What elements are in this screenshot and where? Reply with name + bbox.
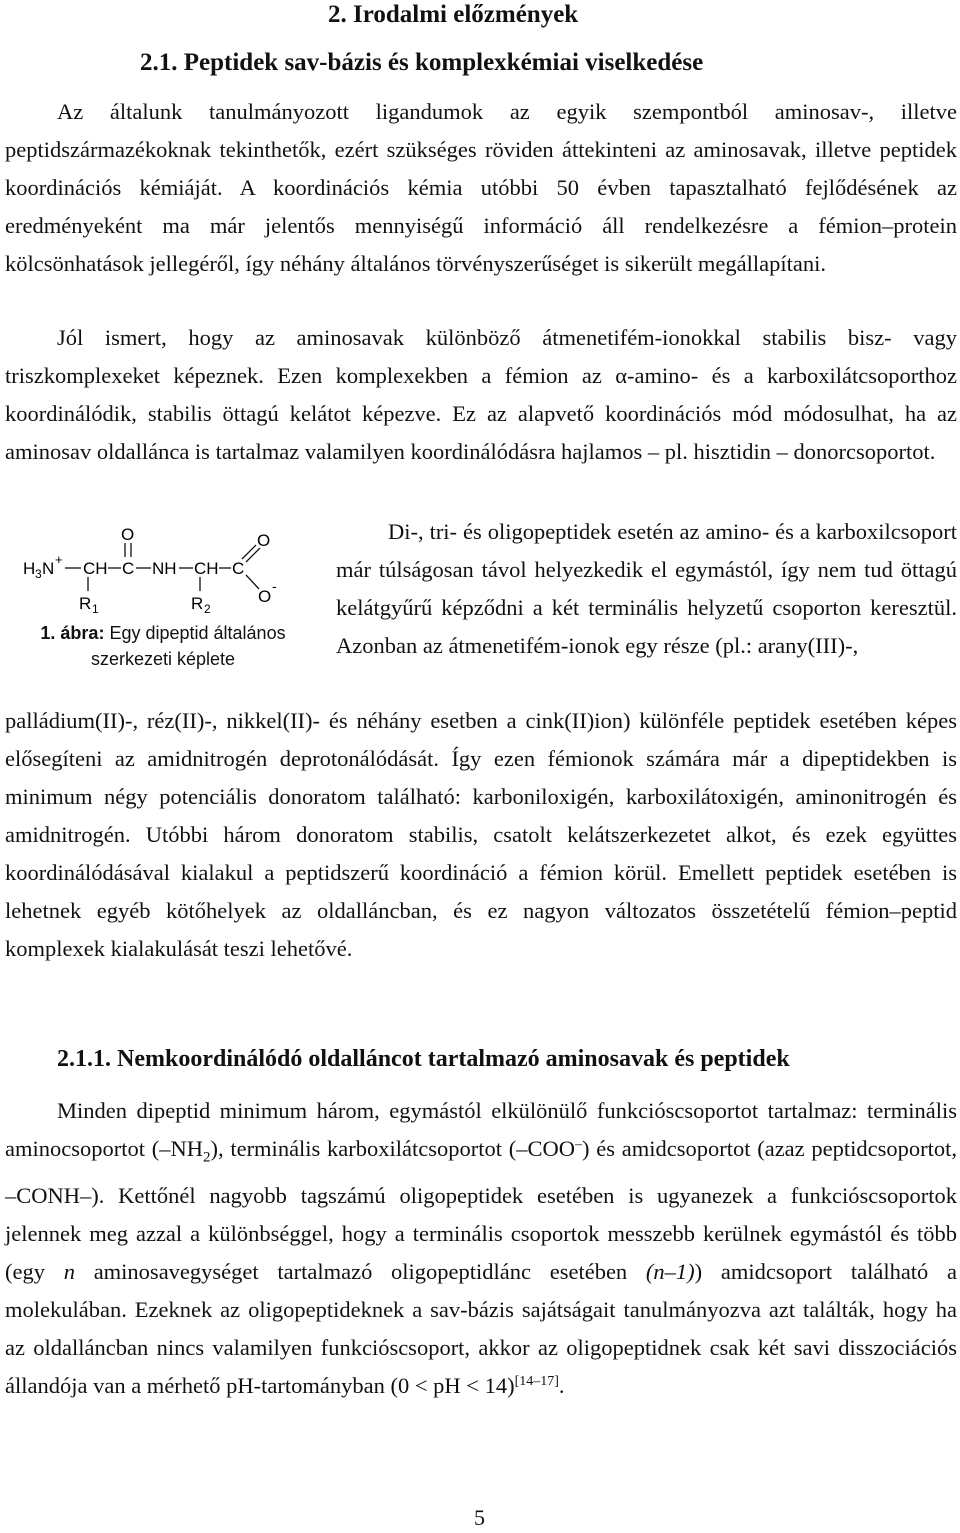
text-run: ) és amidcsoportot (azaz peptidcsoportot, –CONH–). Kettőnél nagyobb tagszámú oligopeptidek esetében is ugyanezek a funkcióscsoportok jelennek meg azzal a különbséggel, hogy a terminális csoportok messzebb kerülnek egymástól és több (egy	[5, 1136, 957, 1284]
text-run: aminosavegységet tartalmazó oligopeptidlánc esetében	[74, 1258, 646, 1284]
figure-caption-label: 1. ábra:	[40, 623, 105, 643]
sidechain-r1: R	[79, 594, 92, 613]
paragraph-dipeptides	[5, 1092, 957, 1405]
paragraph-peptides-wrapped: Di-, tri- és oligopeptidek esetén az amino- és a karboxilcsoport már túlságosan távol helyezkedik el egymástól, így nem tud öttagú kelátgyűrű képződni a két terminális helyzetű csoporton keresztül. Azonban az átmenetifém-ionok egy része (pl.: arany(III)-,	[336, 519, 957, 658]
charge-minus: -	[272, 578, 277, 594]
atom-c-carboxyl: C	[232, 559, 245, 578]
figure-caption	[8, 620, 318, 672]
atom-n: N	[42, 559, 55, 578]
atom-h: H	[23, 559, 36, 578]
page-number: 5	[474, 1505, 485, 1530]
subscript-2: 2	[202, 1149, 211, 1166]
dipeptide-structure-diagram	[5, 517, 325, 627]
italic-n-minus-1: (n–1)	[645, 1258, 695, 1284]
atom-c-carbonyl: C	[122, 559, 135, 578]
section-heading: 2.1. Peptidek sav-bázis és komplexkémiai viselkedése	[140, 49, 704, 76]
sidechain-r2: R	[191, 594, 204, 613]
atom-ch-1: CH	[83, 559, 108, 578]
atom-nh: NH	[152, 559, 177, 578]
chapter-heading: 2. Irodalmi előzmények	[328, 1, 579, 28]
paragraph-peptides-continued: palládium(II)-, réz(II)-, nikkel(II)- és néhány esetben a cink(II)ion) különféle peptidek esetében képes elősegíteni az amidnitrogén deprotonálódását. Így ezen fémionok számára már a dipeptidekben is minimum négy potenciális donoratom található: karboniloxigén, karboxilátoxigén, aminonitrogén és amidnitrogén. Utóbbi három donoratom stabilis, csatolt kelátszerkezetet alkot, és ezek együttes koordinálódásával kialakul a peptidszerű koordináció a fémion körül. Emellett peptidek esetében is lehetnek egyéb kötőhelyek az oldalláncban, és ez nagyon változatos összetételű fémion–peptid komplexek kialakulását teszi lehetővé.	[5, 708, 957, 961]
text-run: ), terminális karboxilátcsoportot (–COO	[210, 1136, 576, 1161]
atom-ch-2: CH	[194, 559, 219, 578]
figure-caption-text: Egy dipeptid általános szerkezeti képlete	[90, 623, 286, 669]
paragraph-intro: Az általunk tanulmányozott ligandumok az egyik szempontból aminosav-, illetve peptidszármazékoknak tekinthetők, ezért szükséges röviden áttekinteni az aminosavak, illetve peptidek koordinációs kémiáját. A koordinációs kémia utóbbi 50 évben tapasztalható fejlődésének az eredményeként ma már jelentős mennyiségű információ áll rendelkezésre a fémion–protein kölcsönhatások jellegéről, így néhány általános törvényszerűséget is sikerült megállapítani.	[5, 99, 957, 276]
atom-o-carbonyl: O	[121, 525, 135, 544]
text-run: ) amidcsoport található a molekulában. Ezeknek az oligopeptideknek a sav-bázis sajátságait tanulmányozva azt találták, hogy ha az oldalláncban nincs valamilyen funkcióscsoport, akkor az oligopeptidnek csak két savi disszociációs állandója van a mérhető pH-tartományban (0 < pH < 14)	[5, 1258, 958, 1398]
italic-n: n	[63, 1258, 75, 1284]
sidechain-r1-subscript: 1	[92, 602, 99, 616]
superscript-minus: –	[575, 1137, 583, 1152]
text-run: Minden dipeptid minimum három, egymástól elkülönülő funkcióscsoportot tartalmaz: terminális aminocsoportot (–NH	[5, 1098, 957, 1161]
charge-plus: +	[55, 552, 63, 567]
sidechain-r2-subscript: 2	[204, 602, 211, 616]
paragraph-amino-acids: Jól ismert, hogy az aminosavak különböző átmenetifém-ionokkal stabilis bisz- vagy triszkomplexeket képeznek. Ezen komplexekben a fémion az α-amino- és a karboxilátcsoporthoz koordinálódik, stabilis öttagú kelátot képezve. Ez az alapvető koordinációs mód módosulhat, ha az aminosav oldallánca is tartalmaz valamilyen koordinálódásra hajlamos – pl. hisztidin – donorcsoportot.	[5, 325, 957, 464]
subsection-heading: 2.1.1. Nemkoordinálódó oldalláncot tartalmazó aminosavak és peptidek	[57, 1046, 790, 1072]
atom-o-carboxyl: O	[257, 531, 271, 550]
atom-h-subscript: 3	[35, 567, 42, 581]
text-run: .	[558, 1372, 565, 1398]
citation-reference: [14–17]	[514, 1373, 559, 1389]
atom-o-minus: O	[258, 587, 272, 606]
